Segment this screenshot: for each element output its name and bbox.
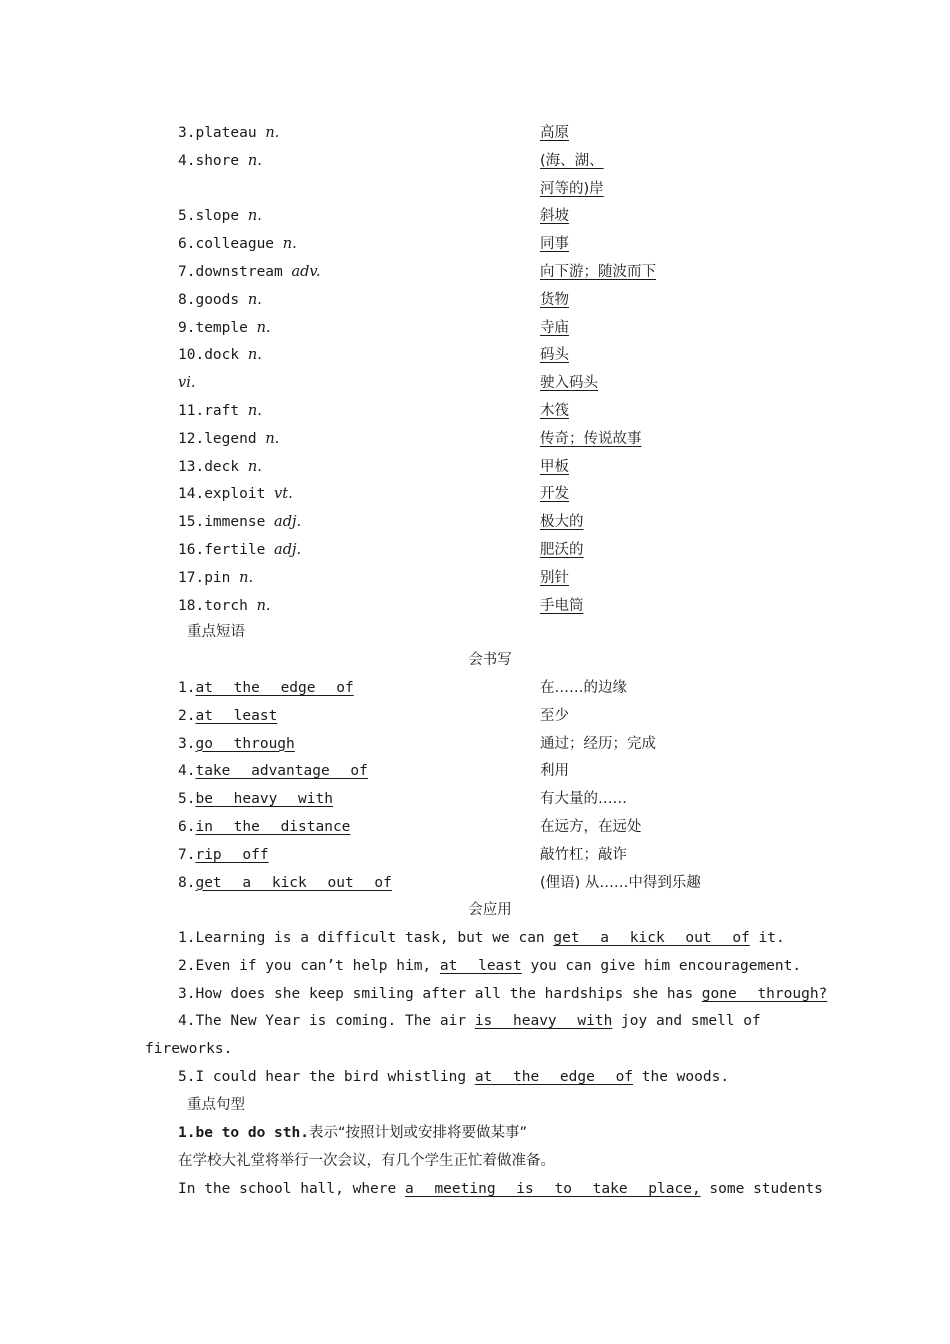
vocab-term	[178, 369, 195, 397]
vocab-pos: n.	[265, 430, 280, 447]
vocab-meaning	[540, 453, 569, 481]
vocab-meaning	[540, 314, 569, 342]
vocab-term	[178, 230, 297, 258]
vocab-term	[178, 147, 262, 175]
vocab-number: 5.	[178, 208, 196, 225]
apply-answer: get a kick out of	[553, 930, 750, 946]
vocab-pos: n.	[247, 403, 262, 419]
pattern-en-after: some students	[700, 1181, 823, 1197]
phrase-answer: at least	[195, 707, 278, 724]
vocab-meaning-text: 码头	[540, 347, 569, 364]
vocab-meaning	[540, 397, 569, 425]
phrase-meaning: 有大量的……	[540, 791, 627, 808]
vocab-word: slope	[195, 208, 248, 225]
phrase-meaning: 至少	[540, 707, 569, 724]
vocab-pos: n.	[247, 458, 262, 475]
phrase-number: 5.	[178, 791, 196, 808]
apply-text-after: the woods.	[633, 1069, 730, 1085]
vocab-term	[178, 397, 262, 425]
vocab-term	[178, 202, 262, 230]
phrase-number: 8.	[178, 874, 196, 891]
apply-sentence	[178, 1063, 729, 1091]
vocab-word: deck	[204, 458, 248, 475]
apply-answer: at least	[439, 958, 522, 974]
phrase-number: 4.	[178, 763, 196, 780]
vocab-pos: n.	[247, 347, 262, 364]
vocab-pos: n.	[247, 152, 262, 169]
vocab-pos: n.	[247, 291, 262, 308]
vocab-meaning-text: 开发	[540, 486, 569, 503]
phrase-term	[178, 674, 354, 702]
phrase-answer: be heavy with	[195, 791, 333, 808]
vocab-number: 12.	[178, 430, 205, 447]
pattern-desc: 表示“按照计划或安排将要做某事”	[308, 1125, 527, 1141]
vocab-word: plateau	[195, 125, 266, 141]
vocab-meaning-text: 手电筒	[540, 597, 584, 614]
vocab-number: 15.	[178, 514, 205, 531]
phrase-term	[178, 730, 295, 758]
patterns-heading: 重点句型	[187, 1097, 245, 1113]
vocab-number: 16.	[178, 542, 205, 558]
apply-sentence	[178, 952, 801, 980]
vocab-term	[178, 480, 293, 508]
vocab-term	[178, 286, 262, 314]
phrase-answer: get a kick out of	[195, 874, 392, 891]
vocab-meaning	[540, 202, 569, 230]
phrase-answer: rip off	[195, 846, 269, 863]
vocab-number: 8.	[178, 291, 196, 308]
apply-sentence	[178, 924, 785, 952]
pattern-title: 1.be to do sth.	[178, 1125, 309, 1141]
vocab-number: 14.	[178, 486, 205, 503]
vocab-pos: n.	[265, 125, 280, 141]
phrase-meaning: 在远方，在远处	[540, 819, 642, 835]
vocab-pos: n.	[247, 208, 262, 225]
vocab-meaning	[540, 175, 604, 203]
vocab-meaning	[540, 536, 584, 564]
phrase-term	[178, 813, 350, 841]
apply-answer: gone through?	[701, 986, 828, 1002]
vocab-number: 17.	[178, 569, 205, 586]
write-heading: 会书写	[468, 652, 512, 668]
apply-text-after: it.	[749, 930, 785, 946]
vocab-meaning	[540, 147, 604, 175]
pattern-en-sentence	[178, 1175, 823, 1203]
phrase-term	[178, 785, 333, 813]
vocab-meaning	[540, 508, 584, 536]
apply-text-after: joy and smell of	[612, 1013, 761, 1029]
phrase-term	[178, 757, 368, 785]
vocab-number: 18.	[178, 597, 205, 614]
vocab-meaning-text: 寺庙	[540, 319, 569, 336]
phrase-meaning: 敲竹杠；敲诈	[540, 846, 627, 863]
apply-sentence	[178, 1007, 761, 1035]
vocab-pos: n.	[282, 236, 297, 253]
vocab-meaning-text: 极大的	[540, 514, 584, 531]
phrase-answer: at the edge of	[195, 680, 354, 696]
vocab-meaning-text: 斜坡	[540, 208, 569, 225]
vocab-word: shore	[195, 152, 248, 169]
vocab-meaning-text: 肥沃的	[540, 542, 584, 558]
phrase-number: 1.	[178, 680, 196, 696]
phrase-term	[178, 841, 269, 869]
vocab-word: legend	[204, 430, 266, 447]
vocab-meaning-text: 向下游；随波而下	[540, 264, 656, 280]
vocab-term	[178, 536, 301, 564]
vocab-number: 13.	[178, 458, 205, 475]
vocab-meaning-text: (海、湖、	[540, 152, 604, 169]
vocab-meaning-text: 驶入码头	[540, 375, 598, 392]
vocab-meaning	[540, 286, 569, 314]
vocab-meaning-text: 别针	[540, 569, 569, 586]
vocab-pos: adj.	[274, 542, 302, 558]
apply-sentence	[178, 980, 827, 1008]
vocab-word: downstream	[195, 264, 292, 280]
vocab-pos: n.	[256, 319, 271, 336]
pattern-title-row	[178, 1119, 527, 1147]
vocab-number: 11.	[178, 403, 205, 419]
phrase-number: 2.	[178, 707, 196, 724]
vocab-term	[178, 341, 262, 369]
phrase-meaning: (俚语) 从……中得到乐趣	[540, 874, 701, 891]
vocab-pos: n.	[256, 597, 271, 614]
apply-text-after: you can give him encouragement.	[521, 958, 802, 974]
vocab-number: 3.	[178, 125, 196, 141]
vocab-pos: adj.	[274, 514, 302, 531]
apply-text-before: 4.The New Year is coming. The air	[178, 1013, 475, 1029]
vocab-pos: adv.	[291, 264, 321, 280]
apply-answer: is heavy with	[474, 1013, 613, 1029]
vocab-term	[178, 425, 279, 453]
vocab-word: goods	[195, 291, 248, 308]
apply-text-before: 3.How does she keep smiling after all the hardships she has	[178, 986, 702, 1002]
vocab-meaning	[540, 592, 584, 620]
vocab-pos: vi.	[178, 375, 196, 392]
pattern-en-answer: a meeting is to take place,	[404, 1181, 701, 1197]
vocab-number: 4.	[178, 152, 196, 169]
vocab-meaning-text: 同事	[540, 236, 569, 253]
vocab-meaning	[540, 258, 656, 286]
vocab-word: dock	[204, 347, 248, 364]
vocab-meaning	[540, 119, 569, 147]
vocab-number: 10.	[178, 347, 205, 364]
vocab-meaning-text: 高原	[540, 125, 569, 141]
vocab-term	[178, 592, 271, 620]
vocab-term	[178, 564, 253, 592]
phrase-answer: take advantage of	[195, 763, 368, 780]
phrase-number: 6.	[178, 819, 196, 835]
phrase-term	[178, 702, 277, 730]
phrases-heading: 重点短语	[187, 624, 245, 640]
apply-text-before: 1.Learning is a difficult task, but we can	[178, 930, 554, 946]
vocab-word: pin	[204, 569, 240, 586]
apply-text-before: 5.I could hear the bird whistling	[178, 1069, 475, 1085]
vocab-meaning-text: 甲板	[540, 458, 569, 475]
vocab-term	[178, 508, 301, 536]
vocab-meaning	[540, 425, 642, 453]
vocab-word: exploit	[204, 486, 275, 503]
vocab-term	[178, 314, 271, 342]
phrase-number: 3.	[178, 735, 196, 752]
vocab-term	[178, 119, 279, 147]
vocab-term	[178, 258, 321, 286]
vocab-meaning	[540, 480, 569, 508]
vocab-word: fertile	[204, 542, 275, 558]
vocab-meaning	[540, 341, 569, 369]
vocab-pos: n.	[239, 569, 254, 586]
vocab-meaning-text: 传奇；传说故事	[540, 430, 642, 447]
vocab-number: 7.	[178, 264, 196, 280]
vocab-meaning-text: 河等的)岸	[540, 180, 604, 197]
phrase-term	[178, 869, 392, 897]
phrase-number: 7.	[178, 846, 196, 863]
vocab-meaning	[540, 564, 569, 592]
phrase-meaning: 通过；经历；完成	[540, 735, 656, 752]
vocab-meaning-text: 货物	[540, 291, 569, 308]
vocab-word: colleague	[195, 236, 283, 253]
vocab-meaning-text: 木筏	[540, 403, 569, 419]
phrase-answer: go through	[195, 735, 295, 752]
phrase-meaning: 利用	[540, 763, 569, 780]
vocab-word: immense	[204, 514, 275, 531]
vocab-number: 6.	[178, 236, 196, 253]
vocab-meaning	[540, 230, 569, 258]
phrase-meaning: 在……的边缘	[540, 680, 627, 696]
apply-text-before: 2.Even if you can’t help him,	[178, 958, 440, 974]
vocab-word: temple	[195, 319, 257, 336]
apply-continuation: fireworks.	[145, 1041, 233, 1057]
apply-heading: 会应用	[468, 902, 512, 918]
vocab-number: 9.	[178, 319, 196, 336]
vocab-pos: vt.	[274, 486, 293, 503]
phrase-answer: in the distance	[195, 819, 351, 835]
vocab-word: raft	[204, 403, 248, 419]
pattern-zh-sentence: 在学校大礼堂将举行一次会议，有几个学生正忙着做准备。	[178, 1153, 555, 1169]
vocab-word: torch	[204, 597, 257, 614]
vocab-term	[178, 453, 262, 481]
apply-answer: at the edge of	[474, 1069, 634, 1085]
pattern-en-before: In the school hall, where	[178, 1181, 405, 1197]
vocab-meaning	[540, 369, 598, 397]
